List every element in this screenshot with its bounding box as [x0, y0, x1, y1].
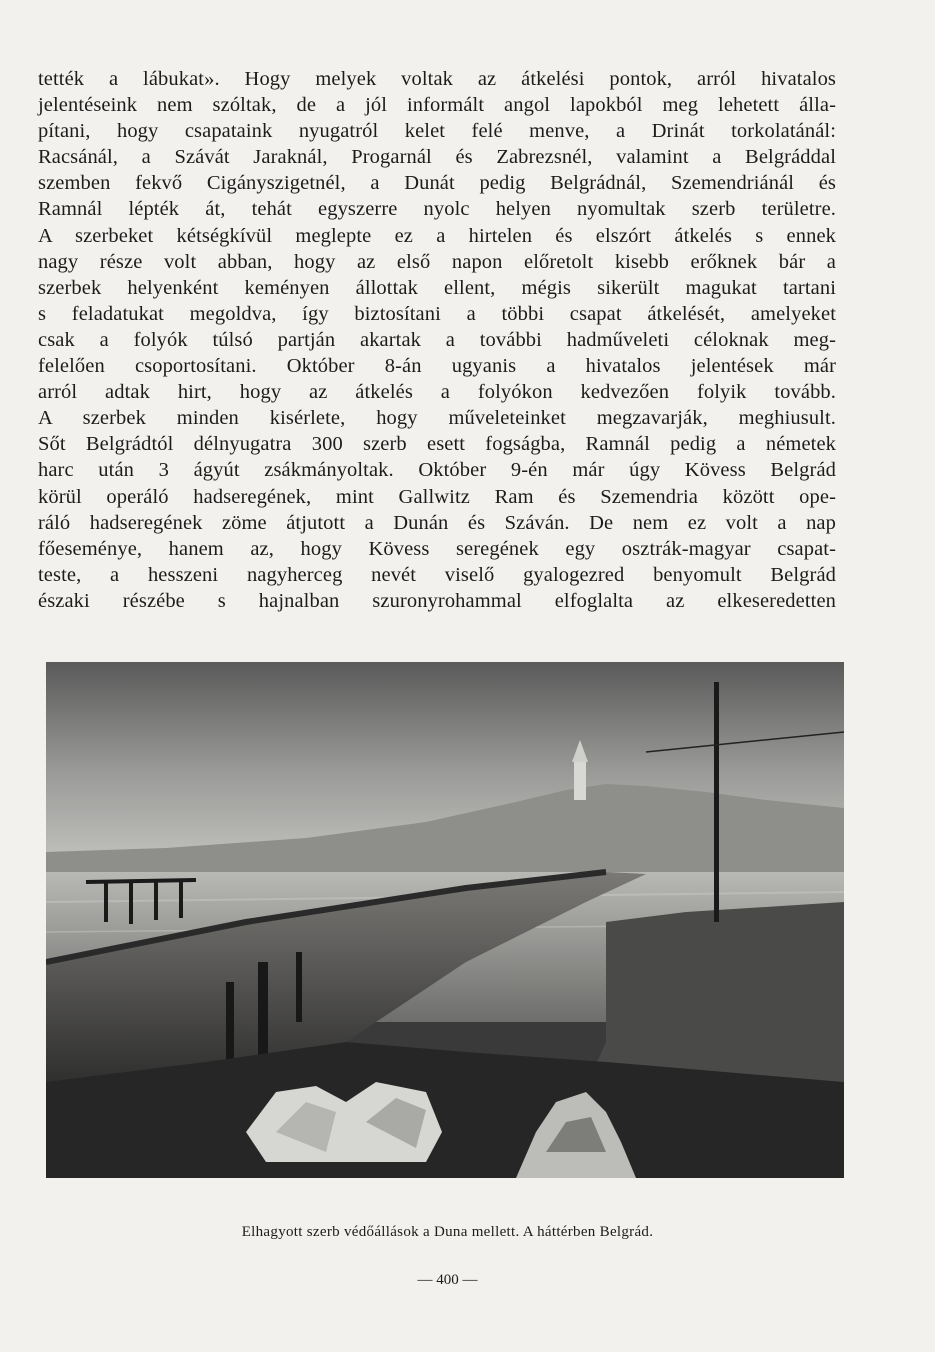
text-line: nagy része volt abban, hogy az első napon előretolt kisebb erőknek bár a: [38, 250, 836, 273]
text-line: tették a lábukat». Hogy melyek voltak az átkelési pontok, arról hivatalos: [38, 68, 836, 90]
church-tower: [574, 760, 586, 800]
text-line: körül operáló hadseregének, mint Gallwitz Ram és Szemendria között ope-: [38, 485, 836, 508]
text-line: A szerbek minden kisérlete, hogy műveleteinket megzavarják, meghiusult.: [38, 407, 836, 430]
page-number: — 400 —: [417, 1272, 478, 1288]
text-line: főeseménye, hanem az, hogy Kövess seregének egy osztrák-magyar csapat-: [38, 537, 836, 560]
text-line: A szerbeket kétségkívül meglepte ez a hirtelen és elszórt átkelés s ennek: [38, 224, 836, 247]
text-line: Racsánál, a Szávát Jaraknál, Progarnál és Zabrezsnél, valamint a Belgráddal: [38, 146, 836, 169]
text-line: északi részébe s hajnalban szuronyrohammal elfoglalta az elkeseredetten: [38, 589, 836, 612]
photograph-river-fortifications: [46, 662, 844, 1178]
body-text: [38, 66, 836, 614]
text-line: teste, a hesszeni nagyherceg nevét viselő gyalogezred benyomult Belgrád: [38, 563, 836, 586]
photo-illustration: [46, 662, 844, 1178]
photo-caption: Elhagyott szerb védőállások a Duna mellett. A háttérben Belgrád.: [241, 1224, 654, 1240]
text-line: Ramnál lépték át, tehát egyszerre nyolc helyen nyomultak szerb területre.: [38, 198, 836, 221]
text-line: s feladatukat megoldva, így biztosítani a többi csapat átkelését, amelyeket: [38, 302, 836, 325]
text-line: arról adtak hirt, hogy az átkelés a folyókon kedvezően folyik tovább.: [38, 381, 836, 404]
text-line: Sőt Belgrádtól délnyugatra 300 szerb esett fogságba, Ramnál pedig a németek: [38, 433, 836, 456]
text-line: csak a folyók túlsó partján akartak a további hadműveleti céloknak meg-: [38, 328, 836, 351]
text-line: felelően csoportosítani. Október 8-án ugyanis a hivatalos jelentések már: [38, 355, 836, 378]
text-line: jelentéseink nem szóltak, de a jól informált angol lapokból meg lehetett álla-: [38, 94, 836, 117]
telegraph-pole: [714, 682, 719, 922]
text-line: ráló hadseregének zöme átjutott a Dunán és Száván. De nem ez volt a nap: [38, 511, 836, 534]
text-line: harc után 3 ágyút zsákmányoltak. Október 9-én már úgy Kövess Belgrád: [38, 459, 836, 482]
text-line: szerbek helyenként keményen állottak ellent, mégis sikerült magukat tartani: [38, 276, 836, 299]
text-line: szemben fekvő Cigányszigetnél, a Dunát pedig Belgrádnál, Szemendriánál és: [38, 172, 836, 195]
text-line: pítani, hogy csapataink nyugatról kelet felé menve, a Drinát torkolatánál:: [38, 120, 836, 143]
